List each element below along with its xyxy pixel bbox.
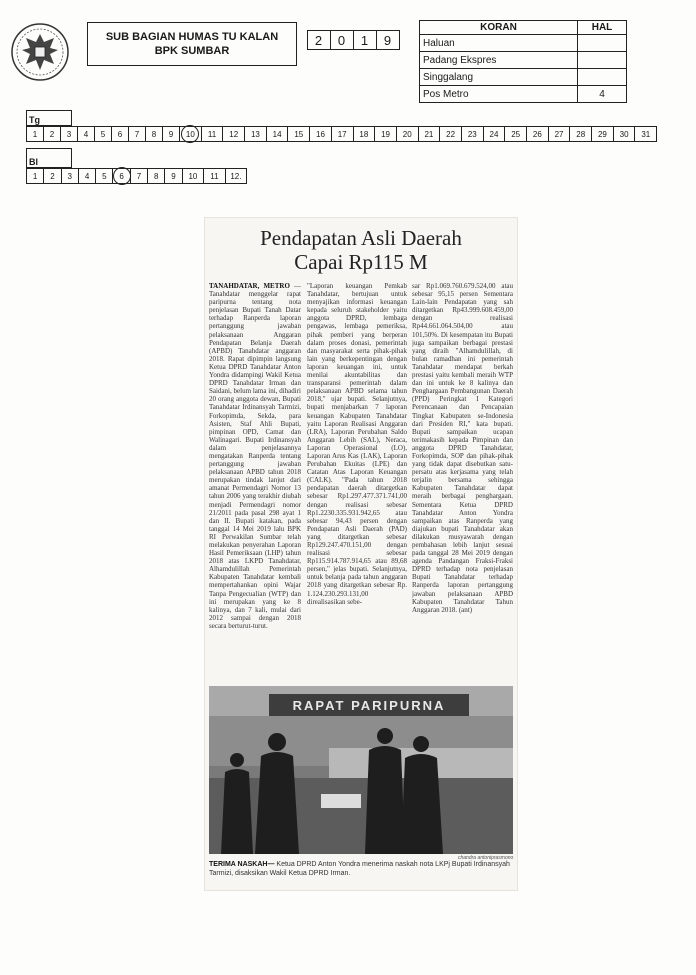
number-cell: 9 — [163, 127, 180, 141]
number-cell: 12. — [230, 171, 242, 181]
year-digit: 1 — [354, 31, 377, 49]
number-cell: 1 — [27, 169, 44, 183]
number-cell: 8 — [148, 169, 165, 183]
koran-hal — [578, 35, 627, 52]
number-cell: 18 — [354, 127, 376, 141]
garuda-emblem-icon — [10, 22, 70, 82]
dateline: TANAHDATAR, METRO — [209, 282, 290, 290]
article-column-2 — [307, 282, 407, 680]
koran-hal: 4 — [578, 86, 627, 103]
number-cell: 13 — [245, 127, 267, 141]
number-cell: 12 — [223, 127, 245, 141]
number-cell: 9 — [165, 169, 182, 183]
column-2-text: "Laporan keuangan Pemkab Tanahdatar, bertujuan untuk menyajikan informasi keuangan kepada seluruh stakeholder yaitu anggota DPRD, lembaga pengawas, lembaga pemeriksa, pihak pemberi yang berperan dalam proses donasi, pemerintah dan masyarakat serta pihak-pihak lain yang berkepentingan dengan laporan keuangan ini, untuk menilai akuntabilitas dan transparansi pemerintah dalam pelaksanaan APBD selama tahun 2018," ujar bupati. Selanjutnya, bupati menjabarkan 7 laporan keuangan Kabupaten Tanahdatar yaitu Laporan Realisasi Anggaran (LRA), Laporan Perubahan Saldo Anggaran Lebih (SAL), Neraca, Laporan Operasional (LO), Laporan Arus Kas (LAK), Laporan Perubahan Ekuitas (LPE) dan Catatan Atas Laporan Keuangan (CALK). "Pada tahun 2018 pendapatan daerah ditargetkan sebesar Rp1.297.477.371.741,00 dengan realisasi sebesar Rp1.2230.335.931.942,65 atau sebesar 94,43 persen dengan Pendapatan Asli Daerah (PAD) yang ditargetkan sebesar Rp129.247.470.151,00 dengan realisasi sebesar Rp115.914.787.914,65 atau 89,68 persen," jelas bupati. Selanjutnya, untuk belanja pada tahun anggaran 2018 yang ditargetkan sebesar Rp. 1.124.230.293.131,00 direalisasikan sebe- — [307, 282, 407, 606]
number-cell: 14 — [267, 127, 289, 141]
koran-hal — [578, 69, 627, 86]
caption-title: TERIMA NASKAH— — [209, 861, 275, 868]
article-column-3 — [412, 282, 513, 680]
number-cell: 2 — [44, 169, 61, 183]
article-column-1 — [209, 282, 301, 680]
office-line-2: BPK SUMBAR — [154, 45, 230, 57]
number-cell: 1 — [27, 127, 44, 141]
bulan-row — [26, 168, 247, 184]
photo-banner-text: RAPAT PARIPURNA — [292, 698, 446, 713]
number-cell: 19 — [375, 127, 397, 141]
koran-name: Pos Metro — [420, 86, 578, 103]
column-1-text: — Tanahdatar menggelar rapat paripurna tentang nota penjelasan Bupati Tanah Datar terhadap Ranperda laporan pertanggung jawaban pelaksanaan Anggaran Pendapatan Belanja Daerah (APBD) Tanahdatar anggaran 2018. Rapat dipimpin langsung Ketua DPRD Tanahdatar Anton Yondra didampingi Wakil Ketua DPRD Tanahdatar Irman dan Saidani, belum lama ini, dihadiri 20 orang anggota dewan, Bupati Tanahdatar Irdinansyah Tarmizi, Forkopimda, Sekda, para Asisten, Staf Ahli Bupati, pimpinan OPD, Camat dan Walinagari. Bupati Irdinansyah dalam penjelasannya mengatakan Ranperda tentang pertanggung jawaban pelaksanaan APBD tahun 2018 merupakan tindak lanjut dari amanat Permendagri Nomor 13 tahun 2006 yang terakhir diubah menjadi Permendagri nomor 21/2011 pada pasal 298 ayat 1 dan II. Bupati katakan, pada tanggal 14 Mei 2019 lalu BPK RI Perwakilan Sumbar telah melakukan penyerahan Laporan Hasil Pemeriksaan (LHP) tahun 2018 atas LKPD Tanahdatar, Alhamdulillah Pemerintah Kabupaten Tanahdatar kembali mempertahankan opini Wajar Tanpa Pengecualian (WTP) dan ini merupakan yang ke 8 kalinya, dan 7 kali, mulai dari 2012 sampai dengan 2018 secara berturut-turut. — [209, 282, 301, 630]
photo-credit: chandra antoniprasmono — [458, 855, 514, 861]
number-cell: 4 — [79, 169, 96, 183]
number-cell: 11 — [204, 169, 226, 183]
number-cell: 5 — [96, 169, 113, 183]
hal-header: HAL — [578, 21, 627, 35]
number-cell: 11 — [202, 127, 224, 141]
number-cell: 24 — [484, 127, 506, 141]
column-3-text: sar Rp1.069.760.679.524,00 atau sebesar 95,15 persen Sementara Lain-lain Pendapatan yang sah ditargetkan Rp43.999.608.459,00 dengan realisasi Rp44.661.064.504,00 atau 101,50%. Di kesempatan itu Bupati juga sampaikan berbagai prestasi yang diraih "Alhamdulillah, di bulan ramadhan ini pemerintah Tanahdatar mendapat berkah prestasi yaitu kembali meraih WTP dan ini untuk ke 8 kalinya dan Penghargaan Pembangunan Daerah (PPD) Peringkat I Kategori Perencanaan dan Pencapaian Tingkat Kabupaten se-Indonesia dari Presiden RI," kata bupati. Bupati sampaikan ucapan terimakasih kepada Pimpinan dan anggota DPRD Tanahdatar, Forkopimda, SOP dan pihak-pihak yang tidak dapat disebutkan satu-persatu atas kerjasama yang telah terjalin bersama sehingga Kabupaten Tanahdatar dapat meraih berbagai penghargaan. Sementara Ketua DPRD Tanahdatar Anton Yondra sampaikan atas Ranperda yang diajukan bupati Tanahdatar akan dilakukan musyawarah dengan pembahasan lebih lanjut sesuai pada tanggal 28 Mei 2019 dengan agenda Pandangan Fraksi-Fraksi DPRD terhadap nota penjelasan Bupati Tanahdatar terhadap Ranperda laporan pertanggung jawaban pelaksanaan APBD Kabupaten Tanahdatar Tahun Anggaran 2018. (ant) — [412, 282, 513, 614]
number-cell: 20 — [397, 127, 419, 141]
number-cell: 17 — [332, 127, 354, 141]
year-digit: 2 — [308, 31, 331, 49]
koran-name: Padang Ekspres — [420, 52, 578, 69]
number-cell: 8 — [146, 127, 163, 141]
koran-table — [419, 20, 627, 103]
number-cell: 6 — [113, 169, 130, 183]
number-cell: 6 — [112, 127, 129, 141]
number-cell: 3 — [61, 127, 78, 141]
caption-text: Ketua DPRD Anton Yondra menerima naskah nota LKPj Bupati Irdinansyah Tarmizi, disaksikan Wakil Ketua DPRD Irman. — [209, 861, 510, 877]
tanggal-label: Tg — [26, 110, 72, 126]
number-cell: 22 — [440, 127, 462, 141]
number-cell: 7 — [129, 127, 146, 141]
bulan-label: Bl — [26, 148, 72, 168]
number-cell: 15 — [288, 127, 310, 141]
number-cell: 2 — [44, 127, 61, 141]
headline-line-2: Capai Rp115 M — [294, 250, 428, 274]
number-cell: 16 — [310, 127, 332, 141]
article-photo — [209, 686, 513, 854]
koran-name: Haluan — [420, 35, 578, 52]
number-cell: 10 — [183, 169, 205, 183]
number-cell: 26 — [527, 127, 549, 141]
koran-hal — [578, 52, 627, 69]
number-cell: 10 — [180, 127, 202, 141]
number-cell: 30 — [614, 127, 636, 141]
number-cell: 27 — [549, 127, 571, 141]
koran-header: KORAN — [420, 21, 578, 35]
number-cell: 5 — [95, 127, 112, 141]
year-box — [307, 30, 400, 50]
number-cell: 29 — [592, 127, 614, 141]
office-label-box — [87, 22, 297, 66]
photo-caption — [209, 860, 513, 878]
number-cell: 7 — [131, 169, 148, 183]
number-cell: 31 — [641, 129, 651, 139]
article-headline — [205, 226, 517, 274]
number-cell: 3 — [62, 169, 79, 183]
koran-name: Singgalang — [420, 69, 578, 86]
year-digit: 0 — [331, 31, 354, 49]
number-cell: 4 — [78, 127, 95, 141]
year-digit: 9 — [383, 32, 393, 48]
number-cell: 28 — [570, 127, 592, 141]
number-cell: 21 — [419, 127, 441, 141]
number-cell: 23 — [462, 127, 484, 141]
office-line-1: SUB BAGIAN HUMAS TU KALAN — [105, 31, 279, 43]
number-cell: 25 — [505, 127, 527, 141]
headline-line-1: Pendapatan Asli Daerah — [260, 226, 462, 250]
tanggal-row — [26, 126, 657, 142]
